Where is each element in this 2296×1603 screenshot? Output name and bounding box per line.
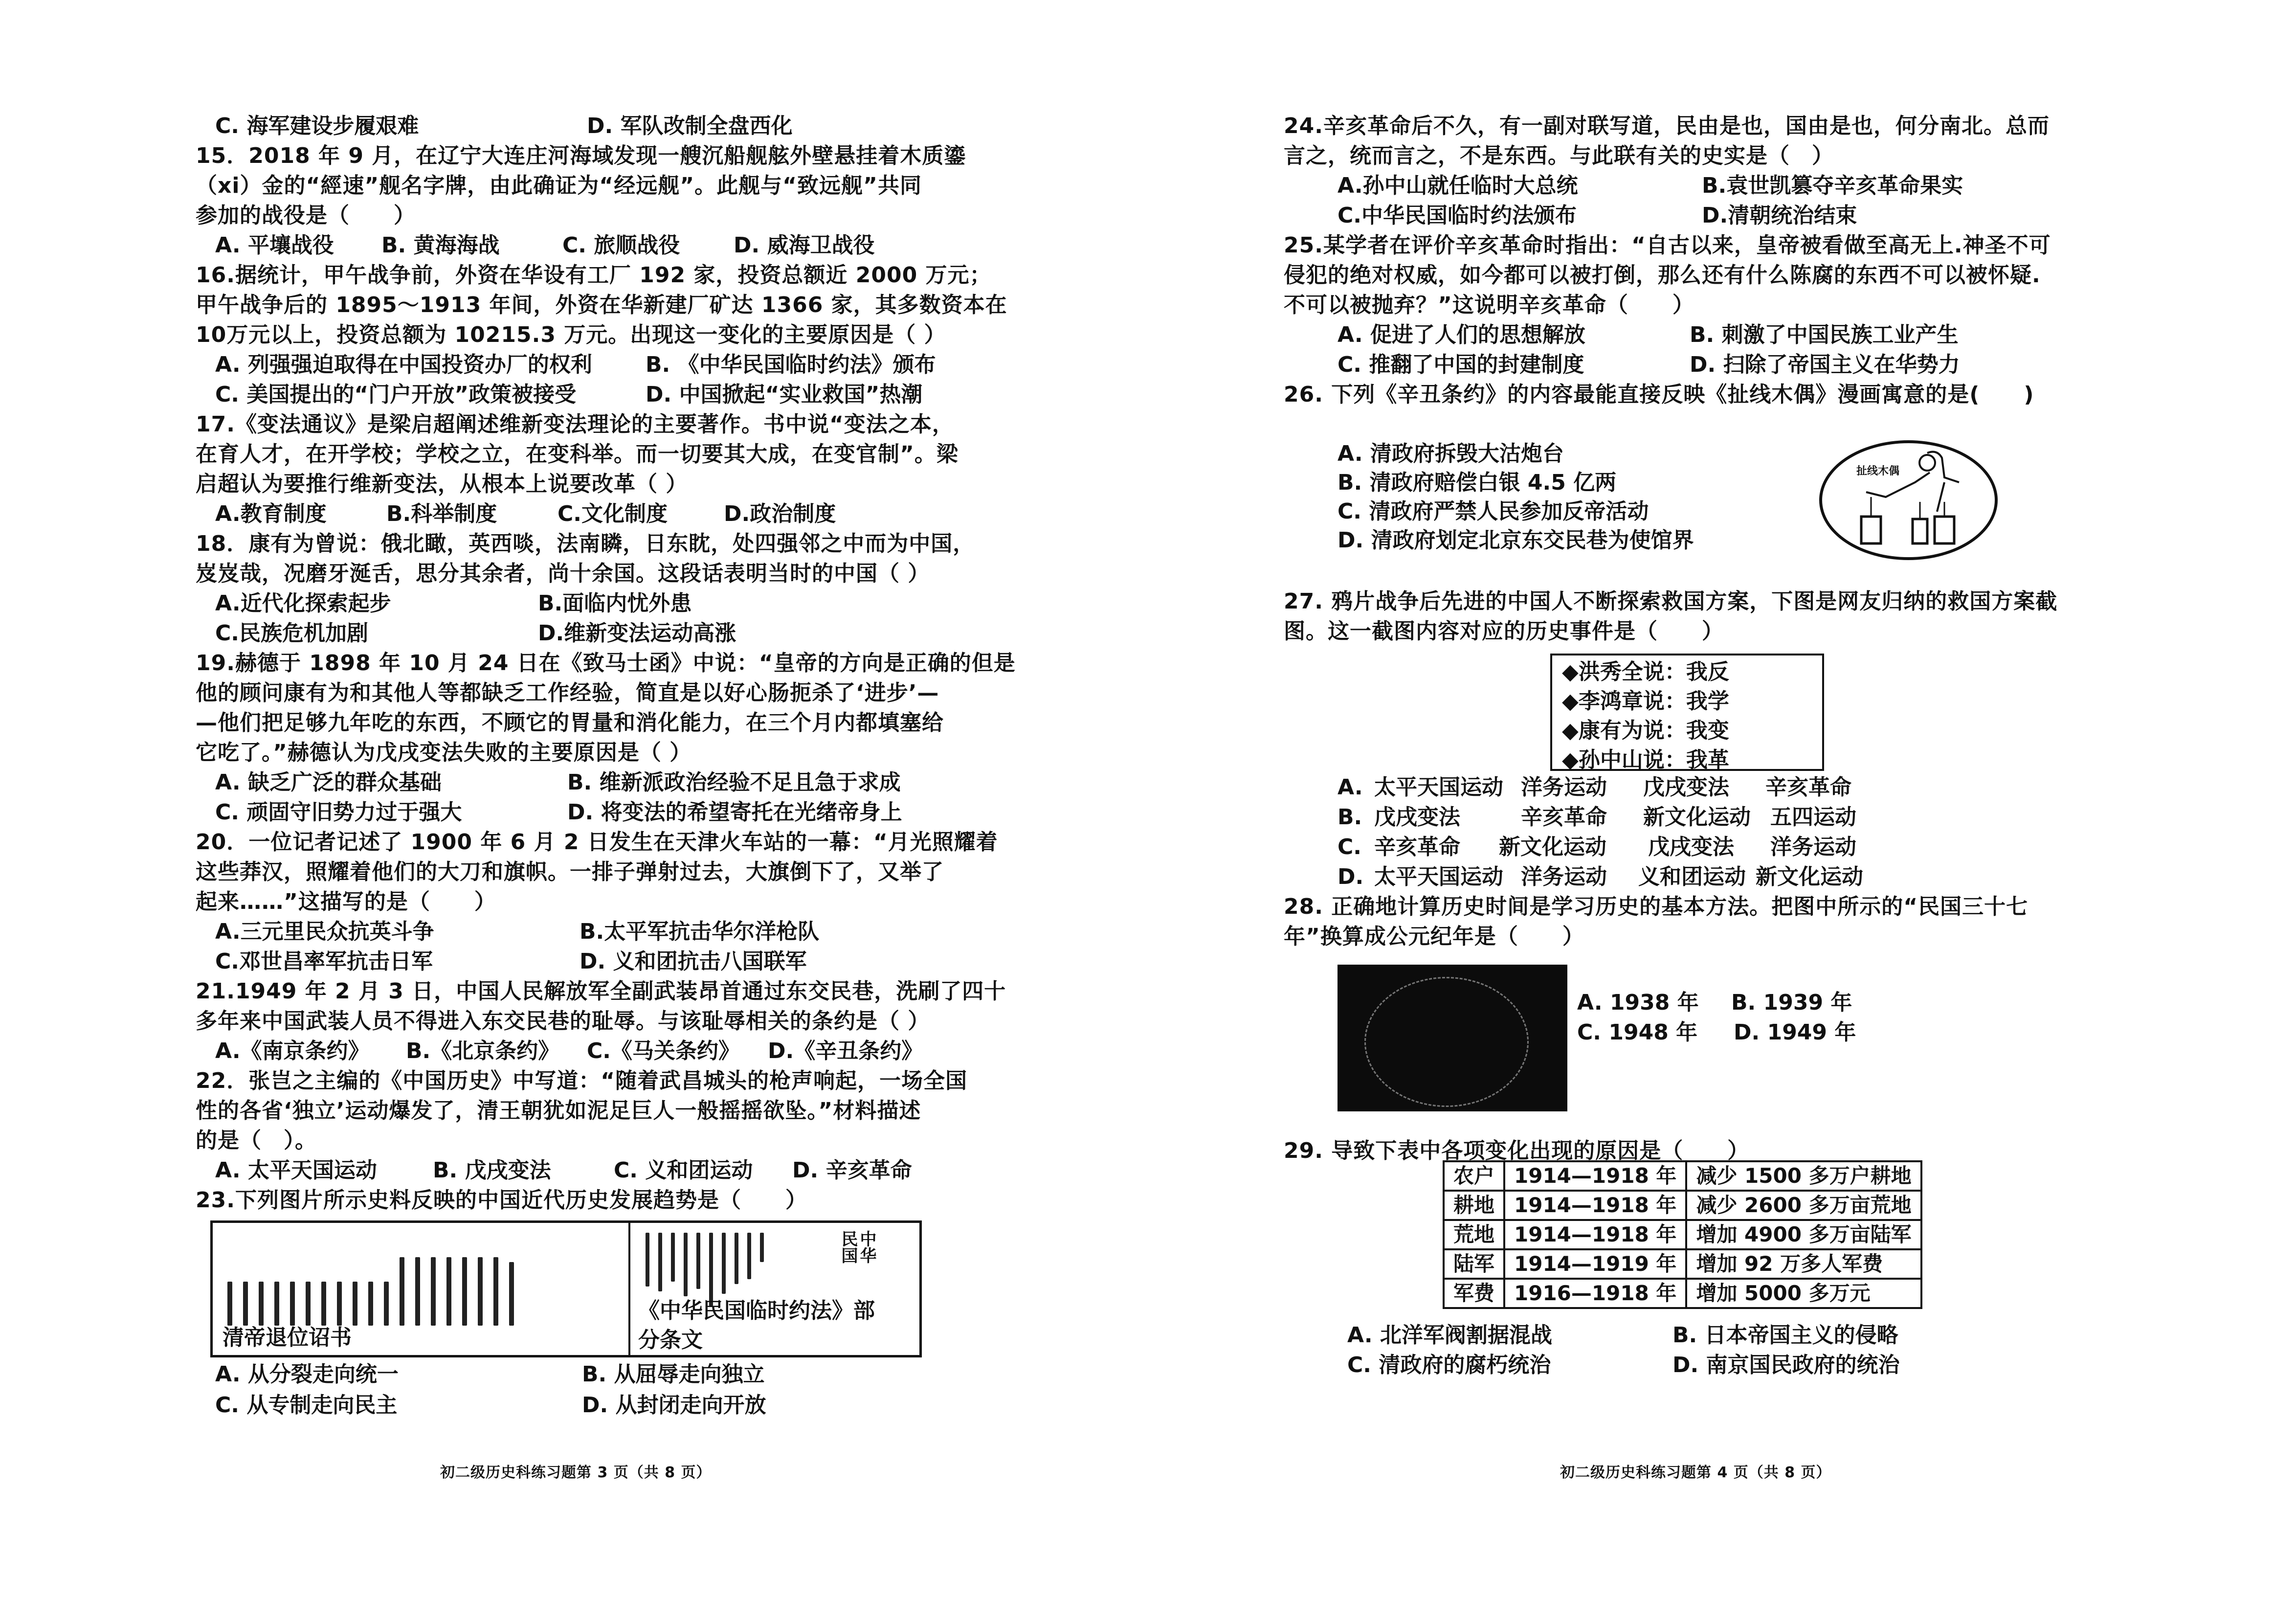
quote-kang-youwei: ◆康有为说：我变 <box>1562 718 1729 743</box>
q26-option-d[interactable]: D. 清政府划定北京东交民巷为使馆界 <box>1337 528 1694 553</box>
q14-option-d[interactable]: D. 军队改制全盘西化 <box>587 113 793 138</box>
q18-option-a[interactable]: A.近代化探索起步 <box>215 591 391 616</box>
q27-d-item4: 新文化运动 <box>1756 864 1863 889</box>
table-cell: 减少 1500 多万户耕地 <box>1686 1161 1921 1191</box>
q29-table <box>1443 1160 1922 1309</box>
q27-b-item4: 五四运动 <box>1770 805 1856 830</box>
q27-quote-box <box>1550 654 1824 771</box>
q22-stem-line3: 的是（ ）。 <box>196 1128 317 1153</box>
q27-c-item4: 洋务运动 <box>1770 835 1856 859</box>
abdication-edict-image <box>227 1257 514 1326</box>
q27-stem-line1: 27. 鸦片战争后先进的中国人不断探索救国方案，下图是网友归纳的救国方案截 <box>1284 589 2058 614</box>
q23-figure <box>210 1220 922 1357</box>
q15-stem-line1: 15．2018 年 9 月，在辽宁大连庄河海域发现一艘沉船舰舷外壁悬挂着木质鎏 <box>196 143 966 168</box>
q28-option-c[interactable]: C. 1948 年 <box>1577 1020 1698 1045</box>
table-row <box>1444 1249 1921 1279</box>
q17-option-d[interactable]: D.政治制度 <box>724 501 836 526</box>
q27-option-c[interactable]: C. <box>1337 835 1362 859</box>
q26-option-a[interactable]: A. 清政府拆毁大沽炮台 <box>1337 441 1564 466</box>
abdication-edict-caption: 清帝退位诏书 <box>223 1325 352 1350</box>
table-row <box>1444 1191 1921 1220</box>
q25-option-b[interactable]: B. 刺激了中国民族工业产生 <box>1690 322 1959 347</box>
coin-ring-icon <box>1364 977 1529 1107</box>
q26-stem: 26. 下列《辛丑条约》的内容最能直接反映《扯线木偶》漫画寓意的是( ) <box>1284 382 2034 407</box>
table-row <box>1444 1279 1921 1308</box>
q27-a-item1: 太平天国运动 <box>1374 775 1503 800</box>
q29-stem: 29. 导致下表中各项变化出现的原因是（ ） <box>1284 1138 1750 1163</box>
q17-stem-line1: 17.《变法通议》是梁启超阐述维新变法理论的主要著作。书中说“变法之本， <box>196 412 954 437</box>
q24-option-d[interactable]: D.清朝统治结束 <box>1702 203 1857 228</box>
table-cell: 农户 <box>1444 1161 1504 1191</box>
table-cell: 1914—1918 年 <box>1504 1220 1686 1249</box>
puppet-cartoon <box>1819 440 1998 560</box>
q27-stem-line2: 图。这一截图内容对应的历史事件是（ ） <box>1284 619 1724 644</box>
puppeteer-figure-icon <box>1822 443 1995 557</box>
table-cell: 1914—1919 年 <box>1504 1249 1686 1279</box>
constitution-title-glyphs: 中华 民国 <box>838 1230 876 1264</box>
q25-option-c[interactable]: C. 推翻了中国的封建制度 <box>1337 352 1584 377</box>
q25-stem-line3: 不可以被抛弃？”这说明辛亥革命（ ） <box>1284 293 1694 317</box>
constitution-caption-line2: 分条文 <box>638 1328 703 1353</box>
exam-page-3 <box>196 0 1016 1603</box>
q19-option-d[interactable]: D. 将变法的希望寄托在光绪帝身上 <box>567 800 902 825</box>
q21-option-d[interactable]: D.《辛丑条约》 <box>768 1039 923 1063</box>
q27-c-item1: 辛亥革命 <box>1374 835 1460 859</box>
q23-option-d[interactable]: D. 从封闭走向开放 <box>582 1393 766 1418</box>
q20-stem-line3: 起来……”这描写的是（ ） <box>196 889 496 914</box>
q25-option-d[interactable]: D. 扫除了帝国主义在华势力 <box>1690 352 1960 377</box>
q19-stem-line3: —他们把足够九年吃的东西，不顾它的胃量和消化能力，在三个月内都填塞给 <box>196 710 944 735</box>
q28-stem-line1: 28. 正确地计算历史时间是学习历史的基本方法。把图中所示的“民国三十七 <box>1284 894 2029 919</box>
q27-a-item2: 洋务运动 <box>1521 775 1607 800</box>
q26-option-b[interactable]: B. 清政府赔偿白银 4.5 亿两 <box>1337 470 1617 495</box>
q20-option-a[interactable]: A.三元里民众抗英斗争 <box>215 919 434 944</box>
q15-option-c[interactable]: C. 旅顺战役 <box>562 233 680 258</box>
q15-option-a[interactable]: A. 平壤战役 <box>215 233 334 258</box>
q23-stem: 23.下列图片所示史料反映的中国近代历史发展趋势是（ ） <box>196 1188 807 1213</box>
q16-stem-line3: 10万元以上，投资总额为 10215.3 万元。出现这一变化的主要原因是（ ） <box>196 322 946 347</box>
q17-option-c[interactable]: C.文化制度 <box>557 501 668 526</box>
q28-stem-line2: 年”换算成公元纪年是（ ） <box>1284 924 1584 949</box>
q17-option-a[interactable]: A.教育制度 <box>215 501 327 526</box>
q25-option-a[interactable]: A. 促进了人们的思想解放 <box>1337 322 1585 347</box>
table-cell: 增加 4900 多万亩陆军 <box>1686 1220 1921 1249</box>
quote-hong-xiuquan: ◆洪秀全说：我反 <box>1562 659 1729 684</box>
q27-d-item2: 洋务运动 <box>1521 864 1607 889</box>
q19-option-b[interactable]: B. 维新派政治经验不足且急于求成 <box>567 770 901 795</box>
page-footer: 初二级历史科练习题第 3 页（共 8 页） <box>440 1464 712 1481</box>
provisional-constitution-image <box>646 1233 764 1301</box>
figure-divider <box>628 1223 630 1355</box>
q14-option-c[interactable]: C. 海军建设步履艰难 <box>215 113 419 138</box>
q17-stem-line2: 在育人才，在开学校；学校之立，在变科举。而一切要其大成，在变官制”。梁 <box>196 442 959 467</box>
q19-stem-line1: 19.赫德于 1898 年 10 月 24 日在《致马士函》中说：“皇帝的方向是正确的但是 <box>196 651 1016 676</box>
q15-option-d[interactable]: D. 威海卫战役 <box>734 233 875 258</box>
table-cell: 1914—1918 年 <box>1504 1161 1686 1191</box>
q20-option-d[interactable]: D. 义和团抗击八国联军 <box>580 949 807 974</box>
q23-option-b[interactable]: B. 从屈辱走向独立 <box>582 1362 765 1387</box>
q23-option-a[interactable]: A. 从分裂走向统一 <box>215 1362 399 1387</box>
q16-option-d[interactable]: D. 中国掀起“实业救国”热潮 <box>646 382 923 407</box>
table-row <box>1444 1220 1921 1249</box>
q22-stem-line1: 22．张岂之主编的《中国历史》中写道：“随着武昌城头的枪声响起，一场全国 <box>196 1068 968 1093</box>
q18-stem-line1: 18．康有为曾说：俄北瞰，英西啖，法南瞵，日东眈，处四强邻之中而为中国， <box>196 531 975 556</box>
table-row <box>1444 1161 1921 1191</box>
q27-a-item3: 戊戌变法 <box>1643 775 1729 800</box>
cartoon-title: 扯线木偶 <box>1856 465 1900 477</box>
q18-stem-line2: 岌岌哉，况磨牙涎舌，思分其余者，尚十余国。这段话表明当时的中国（ ） <box>196 561 930 586</box>
q25-stem-line1: 25.某学者在评价辛亥革命时指出：“自古以来，皇帝被看做至高无上.神圣不可 <box>1284 233 2051 258</box>
q27-option-a[interactable]: A. <box>1337 775 1363 800</box>
q22-stem-line2: 性的各省‘独立’运动爆发了，清王朝犹如泥足巨人一般摇摇欲坠。”材料描述 <box>196 1098 921 1123</box>
q29-option-c[interactable]: C. 清政府的腐朽统治 <box>1347 1353 1551 1377</box>
constitution-caption-line1: 《中华民国临时约法》部 <box>638 1298 875 1323</box>
q23-option-c[interactable]: C. 从专制走向民主 <box>215 1393 398 1418</box>
q27-option-b[interactable]: B. <box>1337 805 1362 830</box>
q18-option-c[interactable]: C.民族危机加剧 <box>215 621 369 646</box>
table-cell: 军费 <box>1444 1279 1504 1308</box>
q26-option-c[interactable]: C. 清政府严禁人民参加反帝活动 <box>1337 499 1649 524</box>
q15-stem-line3: 参加的战役是（ ） <box>196 203 416 228</box>
q29-option-b[interactable]: B. 日本帝国主义的侵略 <box>1672 1323 1898 1348</box>
q16-stem-line2: 甲午战争后的 1895～1913 年间，外资在华新建厂矿达 1366 家，其多数资本在 <box>196 293 1007 317</box>
q18-option-b[interactable]: B.面临内忧外患 <box>538 591 692 616</box>
table-cell: 1916—1918 年 <box>1504 1279 1686 1308</box>
q27-b-item2: 辛亥革命 <box>1521 805 1607 830</box>
q24-option-a[interactable]: A.孙中山就任临时大总统 <box>1337 173 1578 198</box>
q24-stem-line2: 言之，统而言之，不是东西。与此联有关的史实是（ ） <box>1284 143 1834 168</box>
table-cell: 增加 5000 多万元 <box>1686 1279 1921 1308</box>
q28-option-b[interactable]: B. 1939 年 <box>1731 990 1852 1015</box>
minguo-coin-image <box>1337 965 1567 1111</box>
q28-option-d[interactable]: D. 1949 年 <box>1734 1020 1856 1045</box>
q15-option-b[interactable]: B. 黄海海战 <box>381 233 500 258</box>
q28-option-a[interactable]: A. 1938 年 <box>1577 990 1699 1015</box>
q16-option-c[interactable]: C. 美国提出的“门户开放”政策被接受 <box>215 382 577 407</box>
q29-option-d[interactable]: D. 南京国民政府的统治 <box>1672 1353 1900 1377</box>
table-cell: 耕地 <box>1444 1191 1504 1220</box>
q19-stem-line4: 它吃了。”赫德认为戊戌变法失败的主要原因是（ ） <box>196 740 692 765</box>
q27-b-item1: 戊戌变法 <box>1374 805 1460 830</box>
q27-c-item2: 新文化运动 <box>1499 835 1606 859</box>
q27-b-item3: 新文化运动 <box>1643 805 1751 830</box>
table-cell: 陆军 <box>1444 1249 1504 1279</box>
q20-option-b[interactable]: B.太平军抗击华尔洋枪队 <box>580 919 820 944</box>
q22-option-b[interactable]: B. 戊戌变法 <box>433 1158 551 1183</box>
q27-a-item4: 辛亥革命 <box>1765 775 1851 800</box>
q20-stem-line2: 这些莽汉，照耀着他们的大刀和旗帜。一排子弹射过去，大旗倒下了，又举了 <box>196 859 944 884</box>
q21-option-b[interactable]: B.《北京条约》 <box>406 1039 560 1063</box>
q21-option-c[interactable]: C.《马关条约》 <box>587 1039 740 1063</box>
q21-option-a[interactable]: A.《南京条约》 <box>215 1039 370 1063</box>
q15-stem-line2: （xi）金的“經速”舰名字牌，由此确证为“经远舰”。此舰与“致远舰”共同 <box>196 173 922 198</box>
q29-option-a[interactable]: A. 北洋军阀割据混战 <box>1347 1323 1552 1348</box>
table-cell: 荒地 <box>1444 1220 1504 1249</box>
q19-option-a[interactable]: A. 缺乏广泛的群众基础 <box>215 770 442 795</box>
q24-stem-line1: 24.辛亥革命后不久，有一副对联写道，民由是也，国由是也，何分南北。总而 <box>1284 113 2050 138</box>
q16-option-a[interactable]: A. 列强强迫取得在中国投资办厂的权利 <box>215 352 592 377</box>
q18-option-d[interactable]: D.维新变法运动高涨 <box>538 621 736 646</box>
q21-stem-line1: 21.1949 年 2 月 3 日，中国人民解放军全副武装昂首通过东交民巷，洗刷了四十 <box>196 979 1006 1004</box>
q16-stem-line1: 16.据统计，甲午战争前，外资在华设有工厂 192 家，投资总额近 2000 万元； <box>196 263 992 288</box>
q27-d-item3: 义和团运动 <box>1638 864 1746 889</box>
exam-page-4 <box>1284 0 2115 1603</box>
q27-c-item3: 戊戌变法 <box>1648 835 1734 859</box>
q20-stem-line1: 20．一位记者记述了 1900 年 6 月 2 日发生在天津火车站的一幕：“月光照耀着 <box>196 830 998 855</box>
q22-option-d[interactable]: D. 辛亥革命 <box>792 1158 912 1183</box>
quote-li-hongzhang: ◆李鸿章说：我学 <box>1562 689 1729 714</box>
q19-stem-line2: 他的顾问康有为和其他人等都缺乏工作经验，简直是以好心肠扼杀了‘进步’— <box>196 680 939 705</box>
table-cell: 减少 2600 多万亩荒地 <box>1686 1191 1921 1220</box>
table-cell: 1914—1918 年 <box>1504 1191 1686 1220</box>
q24-option-b[interactable]: B.袁世凯篡夺辛亥革命果实 <box>1702 173 1963 198</box>
table-cell: 增加 92 万多人军费 <box>1686 1249 1921 1279</box>
q17-option-b[interactable]: B.科举制度 <box>386 501 497 526</box>
page-footer: 初二级历史科练习题第 4 页（共 8 页） <box>1560 1464 1831 1481</box>
q27-option-d[interactable]: D. <box>1337 864 1364 889</box>
q17-stem-line3: 启超认为要推行维新变法，从根本上说要改革（ ） <box>196 472 688 497</box>
q25-stem-line2: 侵犯的绝对权威，如今都可以被打倒，那么还有什么陈腐的东西不可以被怀疑. <box>1284 263 2041 288</box>
q22-option-a[interactable]: A. 太平天国运动 <box>215 1158 377 1183</box>
q22-option-c[interactable]: C. 义和团运动 <box>614 1158 753 1183</box>
q16-option-b[interactable]: B. 《中华民国临时约法》颁布 <box>646 352 936 377</box>
q20-option-c[interactable]: C.邓世昌率军抗击日军 <box>215 949 433 974</box>
q19-option-c[interactable]: C. 顽固守旧势力过于强大 <box>215 800 462 825</box>
quote-sun-yatsen: ◆孙中山说：我革 <box>1562 747 1729 772</box>
q24-option-c[interactable]: C.中华民国临时约法颁布 <box>1337 203 1577 228</box>
q21-stem-line2: 多年来中国武装人员不得进入东交民巷的耻辱。与该耻辱相关的条约是（ ） <box>196 1009 930 1034</box>
q27-d-item1: 太平天国运动 <box>1374 864 1503 889</box>
